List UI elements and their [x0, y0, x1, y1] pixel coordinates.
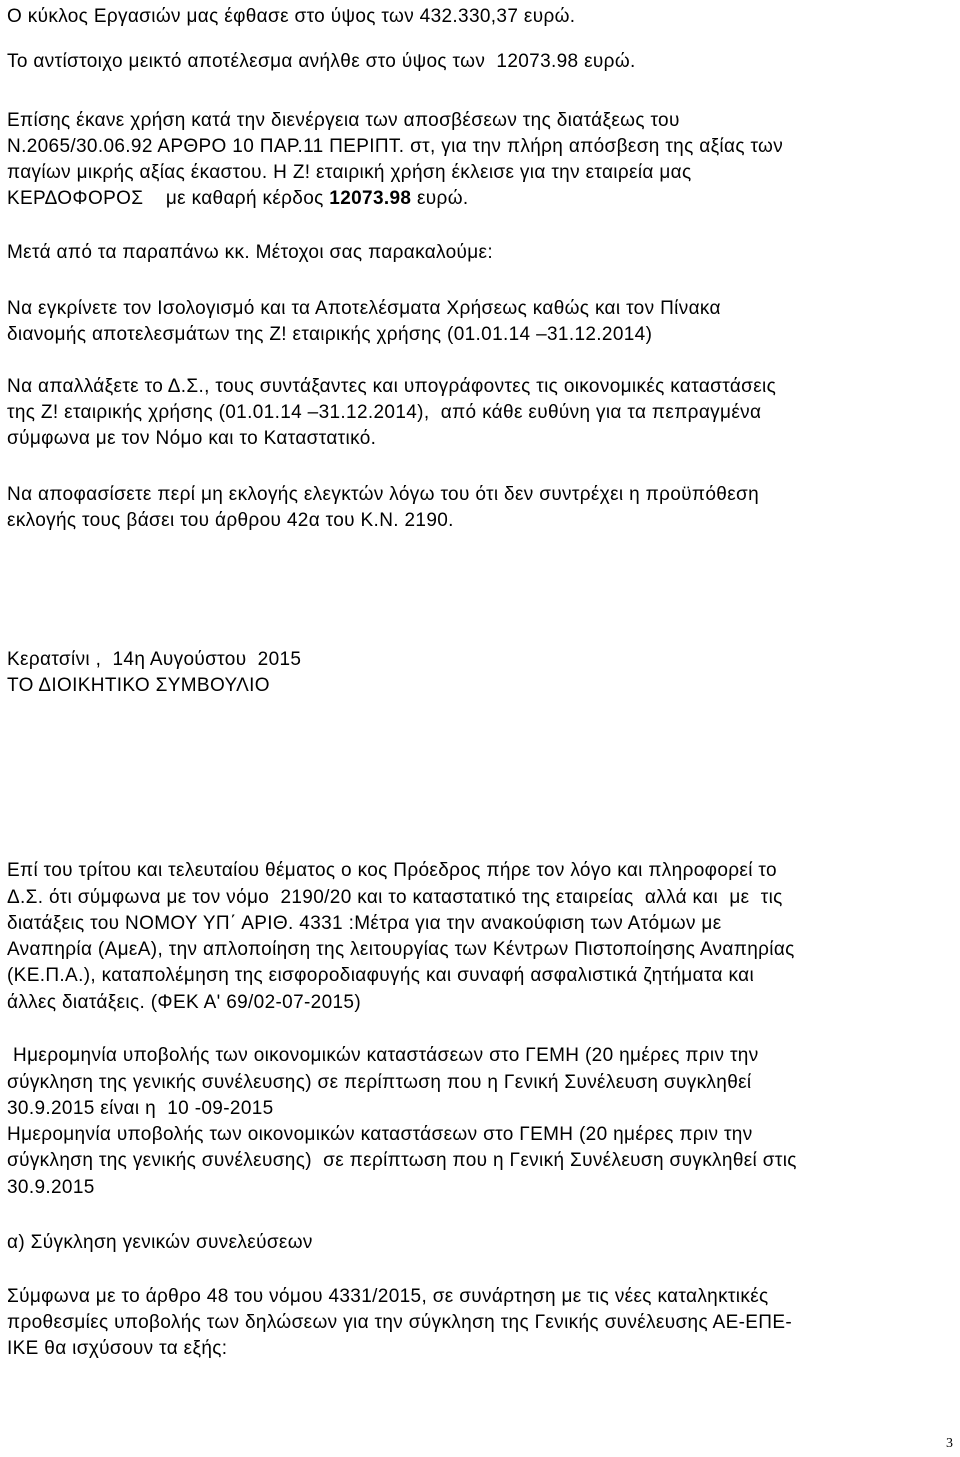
depreciation-line-3: παγίων μικρής αξίας έκαστου. Η Ζ! εταιρική χρήση έκλεισε για την εταιρεία μας — [7, 162, 692, 183]
third-item-line-4: Αναπηρία (ΑμεΑ), την απλοποίηση της λειτουργίας των Κέντρων Πιστοποίησης Αναπηρίας — [7, 939, 795, 960]
shareholders-request-line: Μετά από τα παραπάνω κκ. Μέτοχοι σας παρακαλούμε: — [7, 242, 493, 263]
filing-date-line-5: σύγκληση της γενικής συνέλευσης) σε περίπτωση που η Γενική Συνέλευση συγκληθεί στις — [7, 1150, 797, 1171]
approve-balance-line-1: Να εγκρίνετε τον Ισολογισμό και τα Αποτελέσματα Χρήσεως καθώς και τον Πίνακα — [7, 298, 721, 319]
net-profit-amount: 12073.98 — [329, 188, 412, 209]
auditors-decision-line-1: Να αποφασίσετε περί μη εκλογής ελεγκτών λόγω του ότι δεν συντρέχει η προϋπόθεση — [7, 484, 760, 505]
depreciation-line-2: Ν.2065/30.06.92 ΑΡΘΡΟ 10 ΠΑΡ.11 ΠΕΡΙΠΤ. στ, για την πλήρη απόσβεση της αξίας των — [7, 136, 784, 157]
article-48-line-2: προθεσμίες υποβολής των δηλώσεων για την σύγκληση της Γενικής συνέλευσης ΑΕ-ΕΠΕ- — [7, 1312, 793, 1333]
third-item-line-5: (ΚΕ.Π.Α.), καταπολέμηση της εισφοροδιαφυγής και συναφή ασφαλιστικά ζητήματα και — [7, 965, 755, 986]
discharge-board-line-2: της Ζ! εταιρικής χρήσης (01.01.14 –31.12.2014), από κάθε ευθύνη για τα πεπραγμένα — [7, 402, 762, 423]
third-item-line-2: Δ.Σ. ότι σύμφωνα με τον νόμο 2190/20 και το καταστατικό της εταιρείας αλλά και με τις — [7, 887, 783, 908]
filing-date-line-4: Ημερομηνία υποβολής των οικονομικών καταστάσεων στο ΓΕΜΗ (20 ημέρες πριν την — [7, 1124, 753, 1145]
article-48-line-1: Σύμφωνα με το άρθρο 48 του νόμου 4331/2015, σε συνάρτηση με τις νέες καταληκτικές — [7, 1286, 769, 1307]
approve-balance-line-2: διανομής αποτελεσμάτων της Ζ! εταιρικής χρήσης (01.01.14 –31.12.2014) — [7, 324, 653, 345]
third-item-line-1: Επί του τρίτου και τελευταίου θέματος ο κος Πρόεδρος πήρε τον λόγο και πληροφορεί το — [7, 860, 777, 881]
board-signature-line: ΤΟ ΔΙΟΙΚΗΤΙΚΟ ΣΥΜΒΟΥΛΙΟ — [7, 675, 270, 696]
place-date-line: Κερατσίνι , 14η Αυγούστου 2015 — [7, 649, 302, 670]
filing-date-line-2: σύγκληση της γενικής συνέλευσης) σε περίπτωση που η Γενική Συνέλευση συγκληθεί — [7, 1072, 752, 1093]
discharge-board-line-3: σύμφωνα με τον Νόμο και το Καταστατικό. — [7, 428, 377, 449]
discharge-board-line-1: Να απαλλάξετε το Δ.Σ., τους συντάξαντες και υπογράφοντες τις οικονομικές καταστάσεις — [7, 376, 777, 397]
depreciation-line-1: Επίσης έκανε χρήση κατά την διενέργεια των αποσβέσεων της διατάξεως του — [7, 110, 680, 131]
gross-result-line: Το αντίστοιχο μεικτό αποτέλεσμα ανήλθε στο ύψος των 12073.98 ευρώ. — [7, 51, 636, 72]
net-profit-suffix: ευρώ. — [411, 188, 469, 209]
page-number: 3 — [946, 1436, 953, 1451]
third-item-line-6: άλλες διατάξεις. (ΦΕΚ Α' 69/02-07-2015) — [7, 992, 362, 1013]
article-48-line-3: ΙΚΕ θα ισχύσουν τα εξής: — [7, 1338, 228, 1359]
revenue-line: Ο κύκλος Εργασιών μας έφθασε στο ύψος των 432.330,37 ευρώ. — [7, 6, 576, 27]
third-item-line-3: διατάξεις του ΝΟΜΟΥ ΥΠ΄ ΑΡΙΘ. 4331 :Μέτρα για την ανακούφιση των Ατόμων με — [7, 913, 722, 934]
net-profit-line — [7, 186, 469, 212]
net-profit-prefix: ΚΕΡΔΟΦΟΡΟΣ με καθαρή κέρδος — [7, 188, 330, 209]
filing-date-line-1: Ημερομηνία υποβολής των οικονομικών καταστάσεων στο ΓΕΜΗ (20 ημέρες πριν την — [13, 1045, 759, 1066]
filing-date-line-3: 30.9.2015 είναι η 10 -09-2015 — [7, 1098, 274, 1119]
section-heading-a: α) Σύγκληση γενικών συνελεύσεων — [7, 1232, 313, 1253]
auditors-decision-line-2: εκλογής τους βάσει του άρθρου 42α του Κ.Ν. 2190. — [7, 510, 454, 531]
filing-date-line-6: 30.9.2015 — [7, 1177, 95, 1198]
